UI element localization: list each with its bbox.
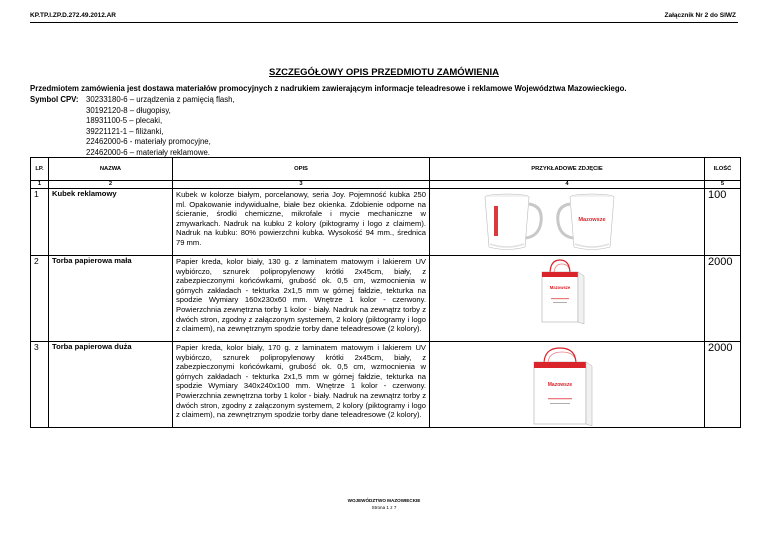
cpv-item: 30192120-8 – długopisy, bbox=[86, 105, 171, 115]
row-quantity: 100 bbox=[705, 189, 741, 256]
row-photo bbox=[430, 189, 705, 256]
cpv-item: 18931100-5 – plecaki, bbox=[86, 116, 163, 126]
cpv-label: Symbol CPV: bbox=[30, 95, 79, 104]
logo-text: Mazowsze bbox=[578, 217, 606, 223]
row-name: Torba papierowa duża bbox=[49, 342, 173, 428]
column-header-photo: PRZYKŁADOWE ZDJĘCIE bbox=[430, 158, 705, 181]
column-number: 1 bbox=[31, 181, 49, 189]
row-description: Papier kreda, kolor biały, 170 g. z laminatem matowym i lakierem UV wybiórczo, sznurek polipropylenowy krótki 2x45cm, biały, z zabezpieczonymi końcówkami, grubość ok. 0,5 cm, wzmocnienia w górnych zakładach - tekturka 2x1,5 mm w górnej fałdzie, tekturka na spodzie Wymiary 340x240x100 mm. Wnętrze 1 kolor - czerwony. Powierzchnia zewnętrzna torby 1 kolor - biały. Nadruk na zewnątrz torby z dwóch stron, zgodny z załączonym systemem, 2 kolory (piktogramy i logo z claimem), na zewnętrznym spodzie torby dane teleadresowe (2 kolory). bbox=[173, 342, 430, 428]
row-description: Papier kreda, kolor biały, 130 g. z laminatem matowym i lakierem UV wybiórczo, sznurek polipropylenowy krótki 2x45cm, biały, z zabezpieczonymi końcówkami, grubość ok. 0,5 cm, wzmocnienia w górnych zakładach - tekturka 2x1,5 mm w górnej fałdzie, tekturka na spodzie Wymiary 160x230x60 mm. Wnętrze 1 kolor - czerwony. Powierzchnia zewnętrzna torby 1 kolor - biały. Nadruk na zewnątrz torby z dwóch stron, zgodny z załączonym systemem, 2 kolory (piktogramy i logo z claimem), na zewnętrznym spodzie torby dane teleadresowe (2 kolory). bbox=[173, 256, 430, 342]
intro-text: Przedmiotem zamówienia jest dostawa materiałów promocyjnych z nadrukiem zawierającym informacje teleadresowe i reklamowe Województwa Mazowieckiego. bbox=[30, 84, 627, 93]
column-number: 5 bbox=[705, 181, 741, 189]
column-header-lp: LP. bbox=[31, 158, 49, 181]
cpv-item: 22462000-6 - materiały promocyjne, bbox=[86, 137, 211, 147]
page-number: Strona 1 z 7 bbox=[371, 505, 397, 510]
column-header-quantity: ILOŚĆ bbox=[705, 158, 741, 181]
table-header-row bbox=[31, 158, 741, 181]
logo-text: Mazowsze bbox=[549, 285, 571, 290]
table-row bbox=[31, 256, 741, 342]
column-header-name: NAZWA bbox=[49, 158, 173, 181]
mug-photo bbox=[430, 189, 699, 254]
row-photo bbox=[430, 342, 705, 428]
row-lp: 2 bbox=[31, 256, 49, 342]
row-name: Torba papierowa mała bbox=[49, 256, 173, 342]
row-photo bbox=[430, 256, 705, 342]
cpv-list bbox=[86, 95, 235, 159]
column-number: 2 bbox=[49, 181, 173, 189]
document-reference: KP.TP.I.ZP.D.272.49.2012.AR bbox=[30, 12, 116, 19]
row-quantity: 2000 bbox=[705, 342, 741, 428]
column-number: 4 bbox=[430, 181, 705, 189]
table-row bbox=[31, 342, 741, 428]
logo-text: Mazowsze bbox=[547, 382, 573, 388]
header-divider bbox=[30, 22, 738, 23]
items-table bbox=[30, 157, 741, 428]
row-description: Kubek w kolorze białym, porcelanowy, seria Joy. Pojemność kubka 250 ml. Opakowanie indywidualne, białe bez okienka. Zdobienie odporne na ścieranie, środki chemiczne, mikrofale i mycie mechaniczne w zmywarkach. Nadruk na kubku 2 kolory (piktogramy i logo z claimem). Nadruk na kubku: 80% powierzchni kubka. Wysokość 94 mm., średnica 79 mm. bbox=[173, 189, 430, 256]
cpv-item: 22462000-6 – materiały reklamowe. bbox=[86, 147, 210, 157]
column-number: 3 bbox=[173, 181, 430, 189]
row-quantity: 2000 bbox=[705, 256, 741, 342]
small-bag-photo bbox=[430, 256, 699, 340]
row-name: Kubek reklamowy bbox=[49, 189, 173, 256]
column-header-description: OPIS bbox=[173, 158, 430, 181]
row-lp: 1 bbox=[31, 189, 49, 256]
row-lp: 3 bbox=[31, 342, 49, 428]
page-title: SZCZEGÓŁOWY OPIS PRZEDMIOTU ZAMÓWIENIA bbox=[269, 67, 499, 78]
table-row bbox=[31, 189, 741, 256]
footer-organization: WOJEWÓDZTWO MAZOWIECKIE bbox=[347, 498, 421, 503]
column-number-row bbox=[31, 181, 741, 189]
attachment-label: Załącznik Nr 2 do SIWZ bbox=[664, 12, 736, 19]
cpv-item: 39221121-1 – filiżanki, bbox=[86, 126, 164, 136]
cpv-item: 30233180-6 – urządzenia z pamięcią flash, bbox=[86, 95, 235, 104]
large-bag-photo bbox=[430, 342, 699, 426]
